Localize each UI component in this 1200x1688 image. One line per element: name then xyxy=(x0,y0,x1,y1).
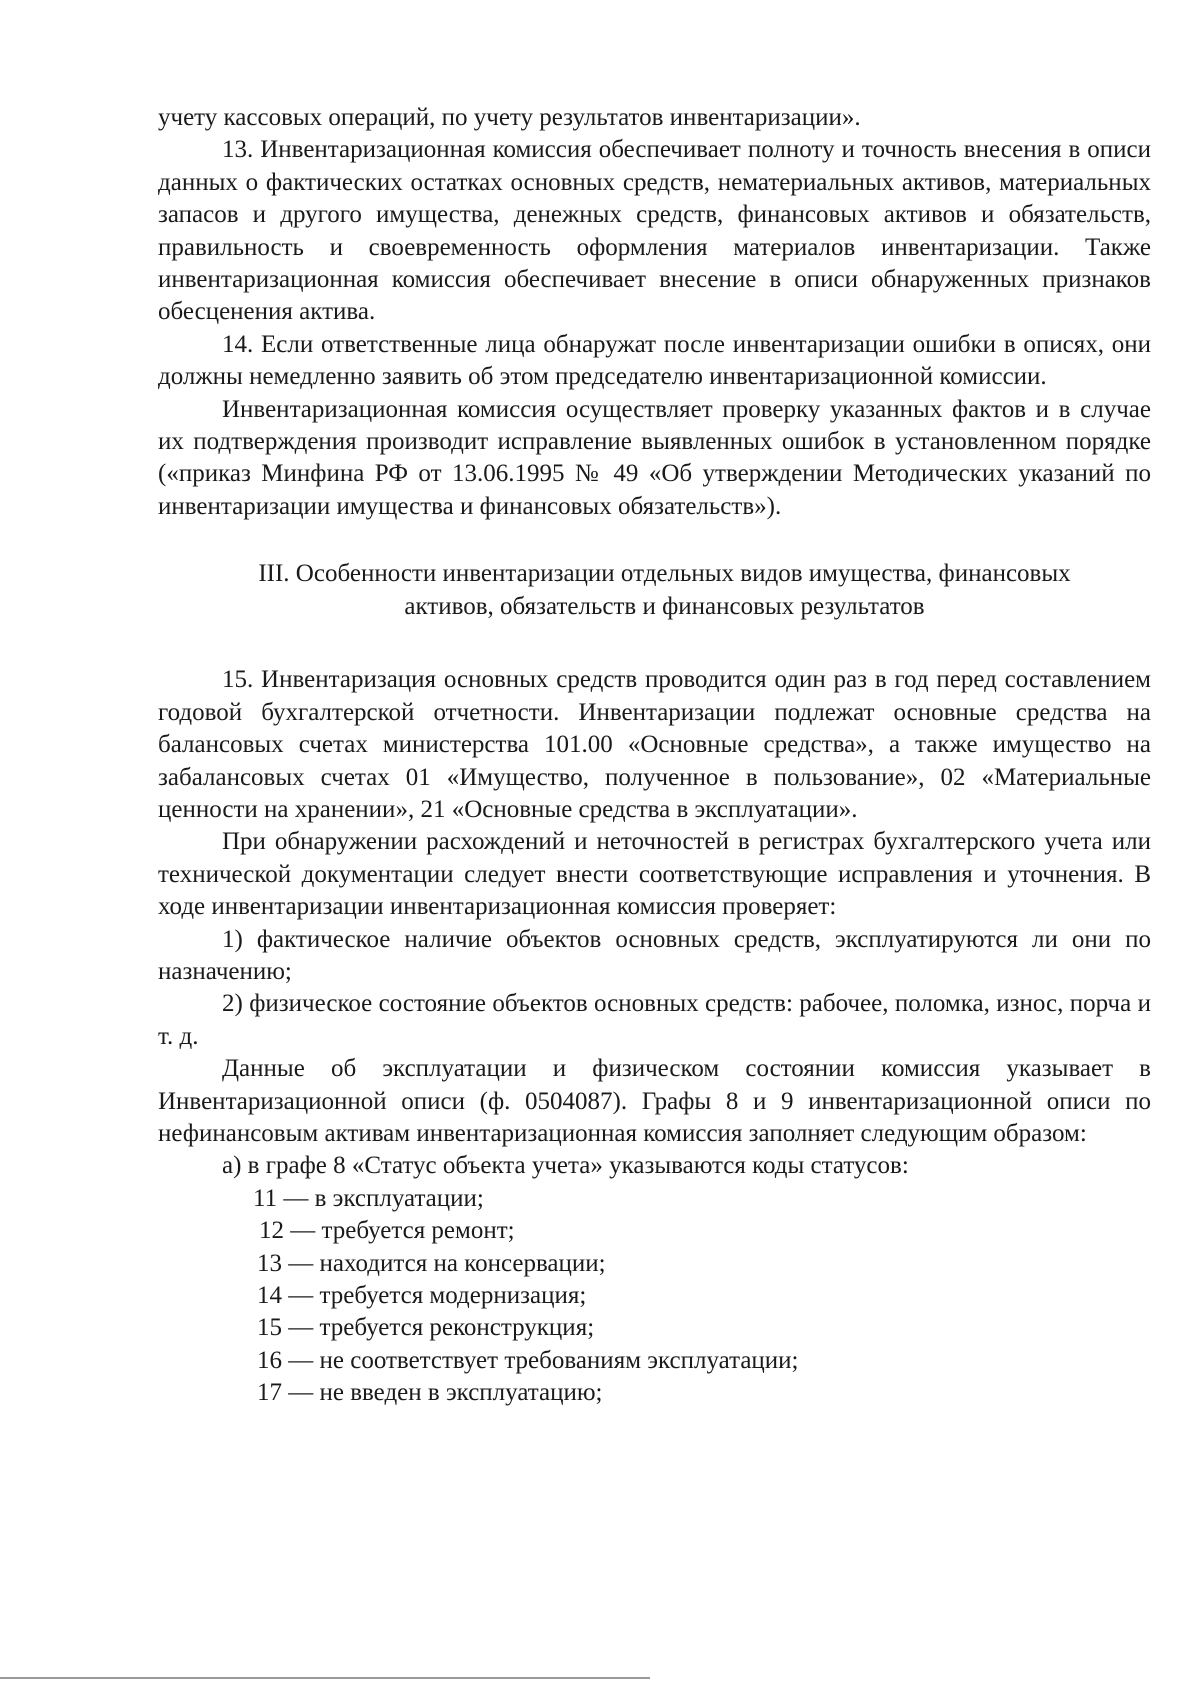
list-item: 16 — не соответствует требованиям эксплуатации; xyxy=(257,1346,799,1374)
spacer xyxy=(158,623,1151,664)
bottom-divider xyxy=(0,1677,650,1679)
list-item: 17 — не введен в эксплуатацию; xyxy=(257,1379,603,1407)
paragraph-item-2: 2) физическое состояние объектов основных средств: рабочее, поломка, износ, порча и т. д. xyxy=(158,990,1151,1050)
list-item: 13 — находится на консервации; xyxy=(257,1249,606,1277)
paragraph-continuation: учету кассовых операций, по учету результатов инвентаризации». xyxy=(158,104,861,131)
list-item: 12 — требуется ремонт; xyxy=(259,1217,515,1245)
document-page xyxy=(158,102,1151,1410)
status-code-list xyxy=(158,1183,1151,1410)
list-item: 14 — требуется модернизация; xyxy=(257,1282,587,1309)
status-list-intro: а) в графе 8 «Статус объекта учета» указываются коды статусов: xyxy=(222,1152,909,1180)
paragraph-item-1: 1) фактическое наличие объектов основных средств, эксплуатируются ли они по назначению; xyxy=(158,925,1151,985)
paragraph-commission-check: Инвентаризационная комиссия осуществляет проверку указанных фактов и в случае их подтверждения производит исправление выявленных ошибок в установленном порядке («приказ Минфина РФ от 13.06.1995 № 49 «Об утверждении Методических указаний по инвентаризации имущества и финансовых обязательств»). xyxy=(158,395,1151,520)
paragraph-inventory-form: Данные об эксплуатации и физическом состоянии комиссия указывает в Инвентаризационной описи (ф. 0504087). Графы 8 и 9 инвентаризационной описи по нефинансовым активам инвентаризационная комиссия заполняет следующим образом: xyxy=(158,1055,1151,1147)
list-item: 11 — в эксплуатации; xyxy=(253,1184,484,1212)
list-item: 15 — требуется реконструкция; xyxy=(257,1314,595,1342)
paragraph-13: 13. Инвентаризационная комиссия обеспечивает полноту и точность внесения в описи данных о фактических остатках основных средств, нематериальных активов, материальных запасов и другого имущества, денежных средств, финансовых активов и обязательств, правильность и своевременность оформления материалов инвентаризации. Также инвентаризационная комиссия обеспечивает внесение в описи обнаруженных признаков обесценения актива. xyxy=(158,136,1151,326)
paragraph-15: 15. Инвентаризация основных средств проводится один раз в год перед составлением годовой бухгалтерской отчетности. Инвентаризации подлежат основные средства на балансовых счетах министерства 101.00 «Основные средства», а также имущество на забалансовых счетах 01 «Имущество, полученное в пользование», 02 «Материальные ценности на хранении», 21 «Основные средства в эксплуатации». xyxy=(158,666,1151,823)
spacer xyxy=(158,523,1151,557)
section-heading: III. Особенности инвентаризации отдельных видов имущества, финансовых активов, обязательств и финансовых результатов xyxy=(258,560,1071,621)
paragraph-14: 14. Если ответственные лица обнаружат после инвентаризации ошибки в описях, они должны немедленно заявить об этом председателю инвентаризационной комиссии. xyxy=(158,330,1151,391)
paragraph-discrepancies: При обнаружении расхождений и неточностей в регистрах бухгалтерского учета или технической документации следует внести соответствующие исправления и уточнения. В ходе инвентаризации инвентаризационная комиссия проверяет: xyxy=(158,828,1151,921)
